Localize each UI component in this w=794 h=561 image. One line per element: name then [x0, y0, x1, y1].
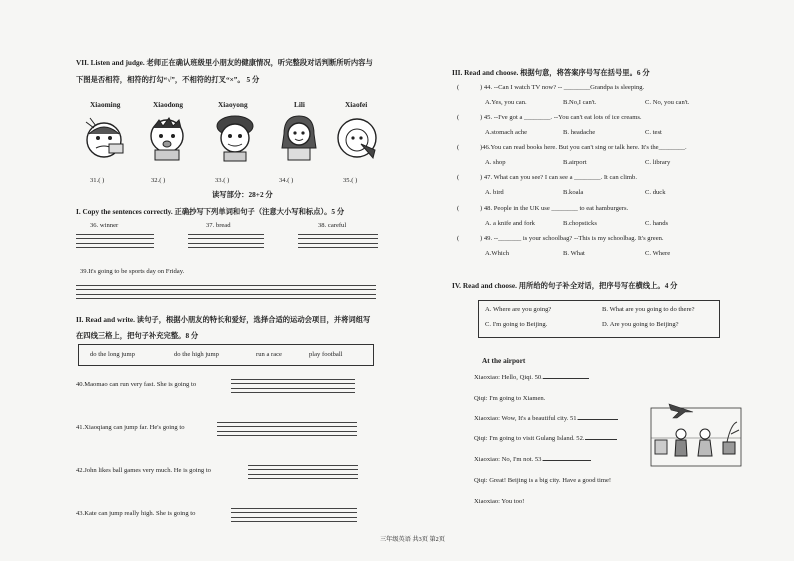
- lili-sick-picture: [276, 112, 322, 162]
- blank-52[interactable]: [585, 439, 617, 440]
- dialogue-text: Qiqi: I'm going to visit Gulang Island. 52.: [474, 435, 585, 442]
- answer-paren-45[interactable]: (: [457, 114, 460, 121]
- option-44-a: A.Yes, you can.: [485, 99, 527, 106]
- answer-paren-44[interactable]: (: [457, 84, 460, 91]
- xiaoming-sick-picture: [82, 114, 126, 160]
- student-name: Xiaofei: [345, 100, 368, 109]
- option-49-c: C. Where: [645, 250, 671, 257]
- question-47: ) 47. What can you see? I can see a ________. It can climb.: [480, 174, 637, 181]
- writing-lines-36[interactable]: [76, 230, 154, 248]
- dialogue-option-d: D. Are you going to Beijing?: [602, 321, 679, 328]
- section-vii-title: VII. Listen and judge. 老师正在确认班级里小朋友的健康情况，听完整段对话判断所听内容与: [76, 58, 373, 67]
- answer-31[interactable]: 31.( ): [90, 177, 105, 184]
- answer-paren-48[interactable]: (: [457, 205, 460, 212]
- copy-word-36: 36. winner: [90, 222, 119, 229]
- question-43: 43.Kate can jump really high. She is going to: [76, 510, 196, 517]
- section-i-title: I. Copy the sentences correctly. 正确抄写下列单词和句子（注意大小写和标点）。5 分: [76, 207, 345, 216]
- page-footer: 三年级英语 共3页 第2页: [380, 536, 445, 543]
- option-49-b: B. What: [563, 250, 585, 257]
- section-vii-title-line2: 下图是否相符，相符的打勾“√”，不相符的打叉“×”。 5 分: [76, 75, 260, 84]
- answer-paren-47[interactable]: (: [457, 174, 460, 181]
- answer-paren-46[interactable]: (: [457, 144, 460, 151]
- dialogue-option-b: B. What are you going to do there?: [602, 306, 695, 313]
- dialogue-option-a: A. Where are you going?: [485, 306, 552, 313]
- question-46: )46.You can read books here. But you can't sing or talk here. It's the________.: [480, 144, 687, 151]
- dialogue-text: Xiaoxiao: No, I'm not. 53.: [474, 456, 544, 463]
- option-48-b: B.chopsticks: [563, 220, 597, 227]
- writing-lines-38[interactable]: [298, 230, 378, 248]
- option-47-b: B.koala: [563, 189, 584, 196]
- xiaofei-sick-picture: [335, 114, 381, 162]
- dialogue-line-51: [474, 415, 618, 422]
- option-48-a: A. a knife and fork: [485, 220, 535, 227]
- option-44-b: B.No,I can't.: [563, 99, 597, 106]
- xiaoyong-sick-picture: [210, 112, 260, 162]
- airport-illustration: [647, 398, 745, 470]
- blank-50[interactable]: [543, 378, 589, 379]
- answer-33[interactable]: 33.( ): [215, 177, 230, 184]
- student-name: Xiaoming: [90, 100, 121, 109]
- option-long-jump: do the long jump: [90, 351, 135, 358]
- option-49-a: A.Which: [485, 250, 509, 257]
- dialogue-line-53: [474, 456, 591, 463]
- option-46-c: C. library: [645, 159, 671, 166]
- question-48: ) 48. People in the UK use ________ to eat hamburgers.: [480, 205, 629, 212]
- question-41: 41.Xiaoqiang can jump far. He's going to: [76, 424, 185, 431]
- writing-lines-37[interactable]: [188, 230, 264, 248]
- section-ii-title: II. Read and write. 读句子，根据小朋友的特长和爱好，选择合适的运动会项目，并将词组写: [76, 315, 371, 324]
- option-45-a: A.stomach ache: [485, 129, 528, 136]
- section-iv-title: IV. Read and choose. 用所给的句子补全对话，把序号写在横线上。4 分: [452, 281, 678, 290]
- section-ii-title-line2: 在四线三格上，把句子补充完整。8 分: [76, 331, 199, 340]
- writing-lines-39[interactable]: [76, 281, 376, 299]
- blank-51[interactable]: [578, 419, 618, 420]
- question-42: 42.John likes ball games very much. He is going to: [76, 467, 211, 474]
- answer-32[interactable]: 32.( ): [151, 177, 166, 184]
- question-40: 40.Maomao can run very fast. She is going to: [76, 381, 197, 388]
- student-name: Xiaoyong: [218, 100, 248, 109]
- writing-lines-42[interactable]: [248, 461, 358, 479]
- question-49: ) 49. --_______ is your schoolbag? --This is my schoolbag. It's green.: [480, 235, 664, 242]
- answer-paren-49[interactable]: (: [457, 235, 460, 242]
- option-48-c: C. hands: [645, 220, 669, 227]
- reading-part-heading: 读写部分：28+2 分: [212, 190, 273, 199]
- copy-sentence-39: 39.It's going to be sports day on Friday.: [80, 268, 185, 275]
- option-45-b: B. headache: [563, 129, 596, 136]
- dialogue-line: Xiaoxiao: You too!: [474, 498, 525, 505]
- question-45: ) 45. --I've got a ________. --You can't eat lots of ice creams.: [480, 114, 642, 121]
- writing-lines-41[interactable]: [217, 418, 357, 436]
- question-44: ) 44. --Can I watch TV now? -- ________Grandpa is sleeping.: [480, 84, 645, 91]
- dialogue-line: Qiqi: Great! Beijing is a big city. Have a good time!: [474, 477, 612, 484]
- option-47-c: C. duck: [645, 189, 666, 196]
- blank-53[interactable]: [543, 460, 591, 461]
- option-play-football: play football: [309, 351, 343, 358]
- option-44-c: C. No, you can't.: [645, 99, 690, 106]
- dialogue-text: Xiaoxiao: Hello, Qiqi. 50.: [474, 374, 543, 381]
- dialogue-option-c: C. I'm going to Beijing.: [485, 321, 548, 328]
- writing-lines-43[interactable]: [231, 504, 357, 522]
- xiaodong-sick-picture: [145, 114, 191, 162]
- option-46-b: B.airport: [563, 159, 587, 166]
- option-47-a: A. bird: [485, 189, 504, 196]
- section-iii-title: III. Read and choose. 根据句意，将答案序号写在括号里。6 分: [452, 68, 650, 77]
- option-45-c: C. test: [645, 129, 662, 136]
- copy-word-37: 37. bread: [206, 222, 231, 229]
- student-name: Lili: [294, 100, 305, 109]
- copy-word-38: 38. careful: [318, 222, 347, 229]
- dialogue-text: Xiaoxiao: Wow, It's a beautiful city. 51.: [474, 415, 579, 422]
- answer-35[interactable]: 35.( ): [343, 177, 358, 184]
- answer-34[interactable]: 34.( ): [279, 177, 294, 184]
- dialogue-line: Qiqi: I'm going to Xiamen.: [474, 395, 546, 402]
- writing-lines-40[interactable]: [231, 375, 355, 393]
- student-name: Xiaodong: [153, 100, 184, 109]
- dialogue-heading: At the airport: [482, 356, 526, 365]
- option-high-jump: do the high jump: [174, 351, 219, 358]
- option-46-a: A. shop: [485, 159, 506, 166]
- dialogue-line-50: [474, 374, 589, 381]
- dialogue-line-52: [474, 435, 617, 442]
- option-run-race: run a race: [256, 351, 282, 358]
